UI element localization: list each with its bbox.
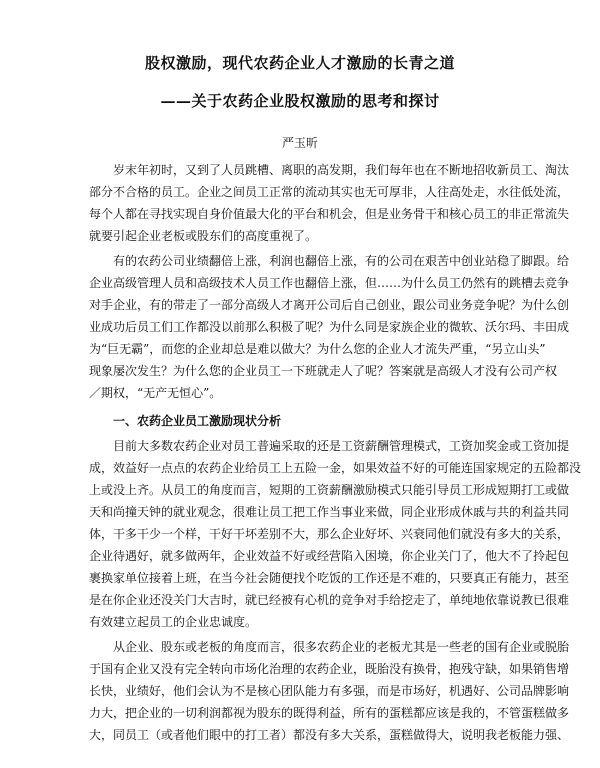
paragraph-4-line: 从企业、股东或老板的角度而言，很多农药企业的老板尤其是一些老的国有企业或脱胎 bbox=[113, 640, 570, 654]
paragraph-3-line: 有效建立起员工的企业忠诚度。 bbox=[89, 615, 258, 629]
paragraph-3-line: 企业待遇好，就多做两年，企业效益不好或经营陷入困境，你企业关门了，他大不了拎起包 bbox=[89, 549, 570, 563]
document-title: 股权激励，现代农药企业人才激励的长青之道 bbox=[144, 54, 455, 72]
document-subtitle: ——关于农药企业股权激励的思考和探讨 bbox=[160, 92, 440, 110]
paragraph-3-line: 成，效益好一点点的农药企业给员工上五险一金，如果效益不好的可能连国家规定的五险都没 bbox=[89, 461, 582, 475]
paragraph-4-line: 力大，把企业的一切利润都视为股东的既得利益，所有的蛋糕都应该是我的，不管蛋糕做多 bbox=[89, 706, 570, 720]
paragraph-4-line: 长快，业绩好，他们会认为不是核心团队能力有多强，而是市场好，机遇好、公司品牌影响 bbox=[89, 684, 570, 698]
paragraph-2-line: 企业高级管理人员和高级技术人员工作也翻倍上涨，但……为什么员工仍然有的跳槽去竞争 bbox=[89, 276, 570, 290]
paragraph-2-line: 现象屡次发生？为什么您的企业员工一下班就走人了呢？答案就是高级人才没有公司产权 bbox=[89, 364, 558, 378]
paragraph-1-line: 每个人都在寻找实现自身价值最大化的平台和机会，但是业务骨干和核心员工的非正常流失 bbox=[89, 207, 570, 221]
paragraph-1-line: 就要引起企业老板或股东们的高度重视了。 bbox=[89, 229, 318, 243]
author-name: 严玉昕 bbox=[281, 136, 318, 150]
paragraph-3-line: 是在你企业还没关门大吉时，就已经被有心机的竞争对手给挖走了，单纯地依靠说教已很难 bbox=[89, 593, 570, 607]
paragraph-3-line: 天和尚撞天钟的就业观念，很难让员工把工作当事业来做，同企业形成休戚与共的利益共同 bbox=[89, 505, 570, 519]
paragraph-1-line: 部分不合格的员工。企业之间员工正常的流动其实也无可厚非，人往高处走，水往低处流， bbox=[89, 185, 570, 199]
paragraph-2-line: 有的农药公司业绩翻倍上涨，利润也翻倍上涨，有的公司在艰苦中创业站稳了脚跟。给 bbox=[113, 254, 570, 268]
paragraph-4-line: 大，同员工（或者他们眼中的打工者）都没有多大关系，蛋糕做得大，说明我老板能力强、 bbox=[89, 728, 570, 742]
paragraph-2-line: 为“巨无霸”，而您的企业却总是难以做大？为什么您的企业人才流失严重，“另立山头” bbox=[89, 342, 546, 356]
paragraph-3-line: 上或没上齐。从员工的角度而言，短期的工资薪酬激励模式只能引导员工形成短期打工或做 bbox=[89, 483, 570, 497]
paragraph-2-line: ／期权，“无产无恒心”。 bbox=[89, 386, 222, 400]
paragraph-2-line: 对手企业，有的带走了一部分高级人才离开公司后自己创业，跟公司业务竞争呢？为什么创 bbox=[89, 298, 570, 312]
paragraph-4-line: 于国有企业又没有完全转向市场化治理的农药企业，既胎没有换骨，抱残守缺，如果销售增 bbox=[89, 662, 570, 676]
paragraph-3-line: 裹换家单位接着上班，在当今社会随便找个吃饭的工作还是不难的，只要真正有能力，甚至 bbox=[89, 571, 570, 585]
section-heading: 一、农药企业员工激励现状分析 bbox=[113, 414, 282, 428]
paragraph-3-line: 目前大多数农药企业对员工普遍采取的还是工资薪酬管理模式，工资加奖金或工资加提 bbox=[113, 439, 570, 453]
paragraph-2-line: 业成功后员工们工作都没以前那么积极了呢？为什么同是家族企业的微软、沃尔玛、丰田成 bbox=[89, 320, 570, 334]
paragraph-3-line: 体，干多干少一个样，干好干坏差别不大，那么企业好坏、兴衰同他们就没有多大的关系， bbox=[89, 527, 570, 541]
paragraph-1-line: 岁末年初时，又到了人员跳槽、离职的高发期，我们每年也在不断地招收新员工、淘汰 bbox=[113, 163, 570, 177]
